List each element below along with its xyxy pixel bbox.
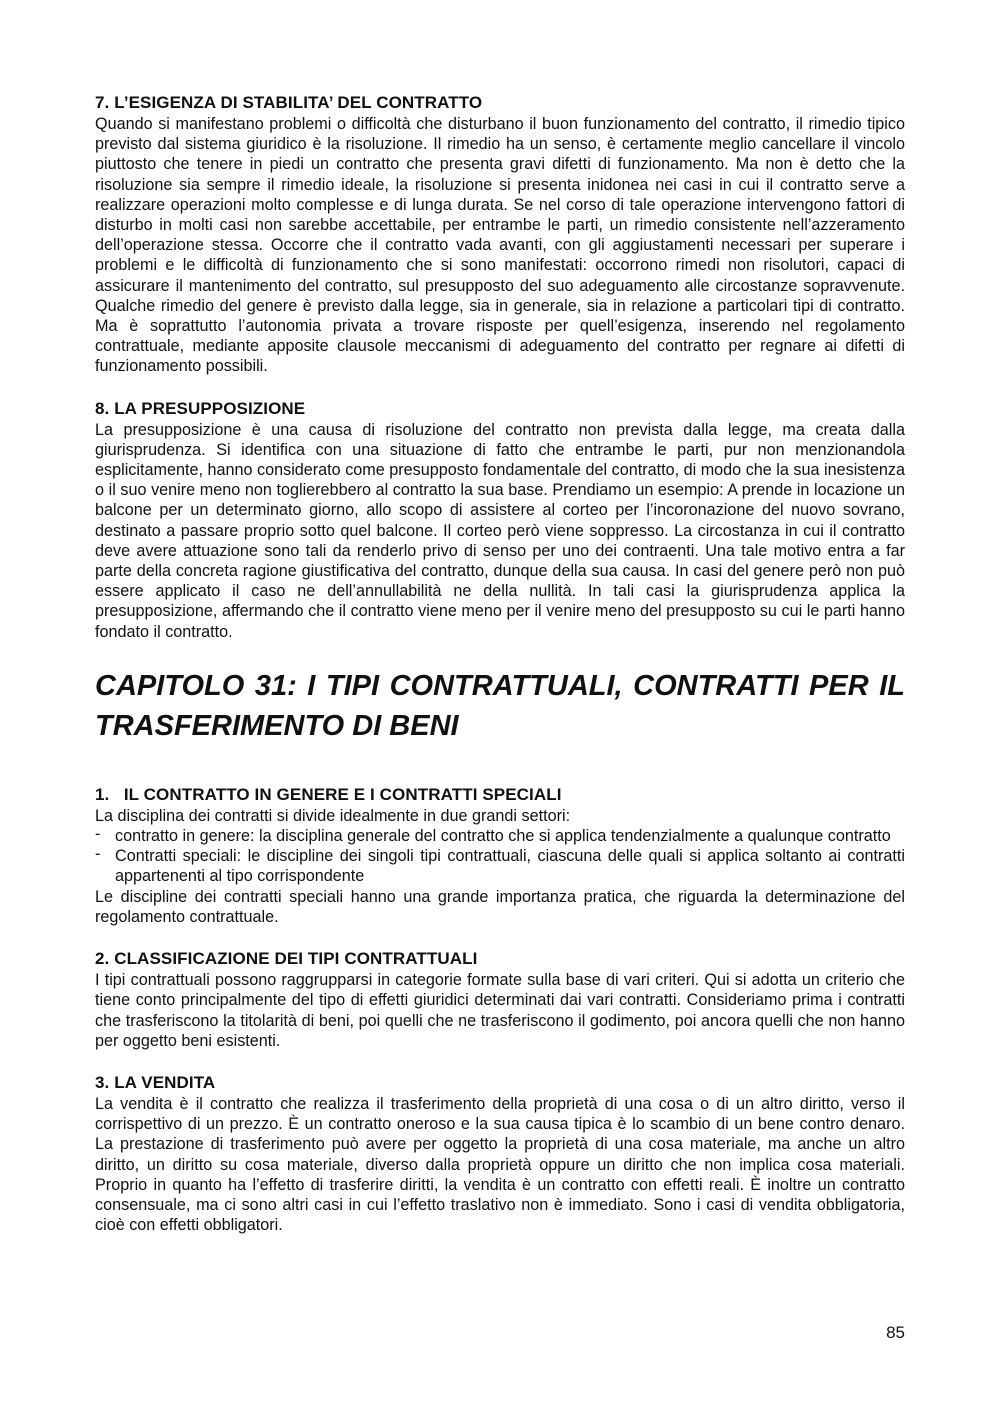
- bullet-list: [95, 826, 905, 887]
- section-body: Quando si manifestano problemi o difficoltà che disturbano il buon funzionamento del contratto, il rimedio tipico previsto dal sistema giuridico è la risoluzione. Il rimedio ha un senso, è certamente meglio cancellare il vincolo piuttosto che tenere in piedi un contratto che presenta gravi difetti di funzionamento. Ma non è detto che la risoluzione sia sempre il rimedio ideale, la risoluzione si presenta inidonea nei casi in cui il contratto serve a realizzare operazioni molto complesse e di lunga durata. Se nel corso di tale operazione intervengono fattori di disturbo in molti casi non sarebbe accettabile, per entrambe le parti, un rimedio consistente nell’azzeramento dell’operazione stessa. Occorre che il contratto vada avanti, con gli aggiustamenti necessari per superare i problemi e le difficoltà di funzionamento che si sono manifestati: occorrono rimedi non risolutori, capaci di assicurare il mantenimento del contratto, sul presupposto del suo adeguamento alle circostanze sopravvenute. Qualche rimedio del genere è previsto dalla legge, sia in generale, sia in relazione a particolari tipi di contratto. Ma è soprattutto l’autonomia privata a trovare risposte per quell’esigenza, inserendo nel regolamento contrattuale, mediante apposite clausole meccanismi di adeguamento del contratto per regnare ai difetti di funzionamento possibili.: [95, 115, 905, 376]
- list-item-text: contratto in genere: la disciplina generale del contratto che si applica tendenzialmente a qualunque contratto: [115, 827, 891, 846]
- section-title: 3. LA VENDITA: [95, 1072, 216, 1092]
- section-title: 2. CLASSIFICAZIONE DEI TIPI CONTRATTUALI: [95, 949, 478, 969]
- list-item: - Contratti speciali: le discipline dei singoli tipi contrattuali, ciascuna delle quali si applica soltanto ai contratti appartenenti al tipo corrispondente: [95, 845, 905, 886]
- section-vendita: [95, 1072, 905, 1235]
- chapter-title: CAPITOLO 31: I TIPI CONTRATTUALI, CONTRATTI PER IL TRASFERIMENTO DI BENI: [95, 669, 905, 742]
- section-title: 7. L’ESIGENZA DI STABILITA’ DEL CONTRATTO: [95, 93, 483, 112]
- page-number: 85: [886, 1323, 905, 1342]
- section-classificazione: [95, 948, 905, 1051]
- section-presupposizione: [95, 398, 905, 642]
- section-body: I tipi contrattuali possono raggrupparsi in categorie formate sulla base di vari criteri. Qui si adotta un criterio che tiene conto principalmente del tipo di effetti giuridici determinati dai vari contratti. Consideriamo prima i contratti che trasferiscono la titolarità di beni, poi quelli che ne trasferiscono il godimento, poi ancora quelli che non hanno per oggetto beni esistenti.: [95, 971, 905, 1050]
- document-page: [95, 92, 905, 1235]
- section-body: La vendita è il contratto che realizza il trasferimento della proprietà di una cosa o di un altro diritto, verso il corrispettivo di un prezzo. È un contratto oneroso e la sua causa tipica è lo scambio di un bene contro denaro. La prestazione di trasferimento può avere per oggetto la proprietà di una cosa materiale, ma anche un altro diritto, un diritto su cosa materiale, diverso dalla proprietà oppure un diritto che non implica cosa materiali. Proprio in quanto ha l’effetto di trasferire diritti, la vendita è un contratto con effetti reali. È inoltre un contratto consensuale, ma ci sono altri casi in cui l’effetto traslativo non è immediato. Sono i casi di vendita obbligatoria, cioè con effetti obbligatori.: [95, 1094, 905, 1235]
- section-esigenza-stabilita: [95, 92, 905, 377]
- list-item: - contratto in genere: la disciplina generale del contratto che si applica tendenzialmente a qualunque contratto: [95, 825, 891, 846]
- list-item-text: Contratti speciali: le discipline dei singoli tipi contrattuali, ciascuna delle quali si applica soltanto ai contratti appartenenti al tipo corrispondente: [115, 847, 905, 886]
- section-contratto-in-genere: [95, 784, 905, 927]
- section-title: 1. IL CONTRATTO IN GENERE E I CONTRATTI SPECIALI: [95, 784, 562, 804]
- section-intro: La disciplina dei contratti si divide idealmente in due grandi settori:: [95, 806, 571, 825]
- section-outro: Le discipline dei contratti speciali hanno una grande importanza pratica, che riguarda la determinazione del regolamento contrattuale.: [95, 887, 905, 926]
- section-body: La presupposizione è una causa di risoluzione del contratto non prevista dalla legge, ma creata dalla giurisprudenza. Si identifica con una situazione di fatto che entrambe le parti, pur non menzionandola esplicitamente, hanno considerato come presupposto fondamentale del contratto, di modo che la sua inesistenza o il suo venire meno non toglierebbero al contratto la sua base. Prendiamo un esempio: A prende in locazione un balcone per un determinato giorno, allo scopo di assistere al corteo per l’incoronazione del nuovo sovrano, destinato a passare proprio sotto quel balcone. Il corteo però viene soppresso. La circostanza in cui il contratto deve avere attuazione sono tali da renderlo privo di senso per uno dei contraenti. Una tale motivo entra a far parte della concreta ragione giustificativa del contratto, dunque della sua causa. In casi del genere però non può essere applicato il caso ne dell’annullabilità ne della nullità. In tali casi la giurisprudenza applica la presupposizione, affermando che il contratto viene meno per il venire meno del presupposto su cui le parti hanno fondato il contratto.: [95, 420, 905, 641]
- section-title: 8. LA PRESUPPOSIZIONE: [95, 398, 306, 418]
